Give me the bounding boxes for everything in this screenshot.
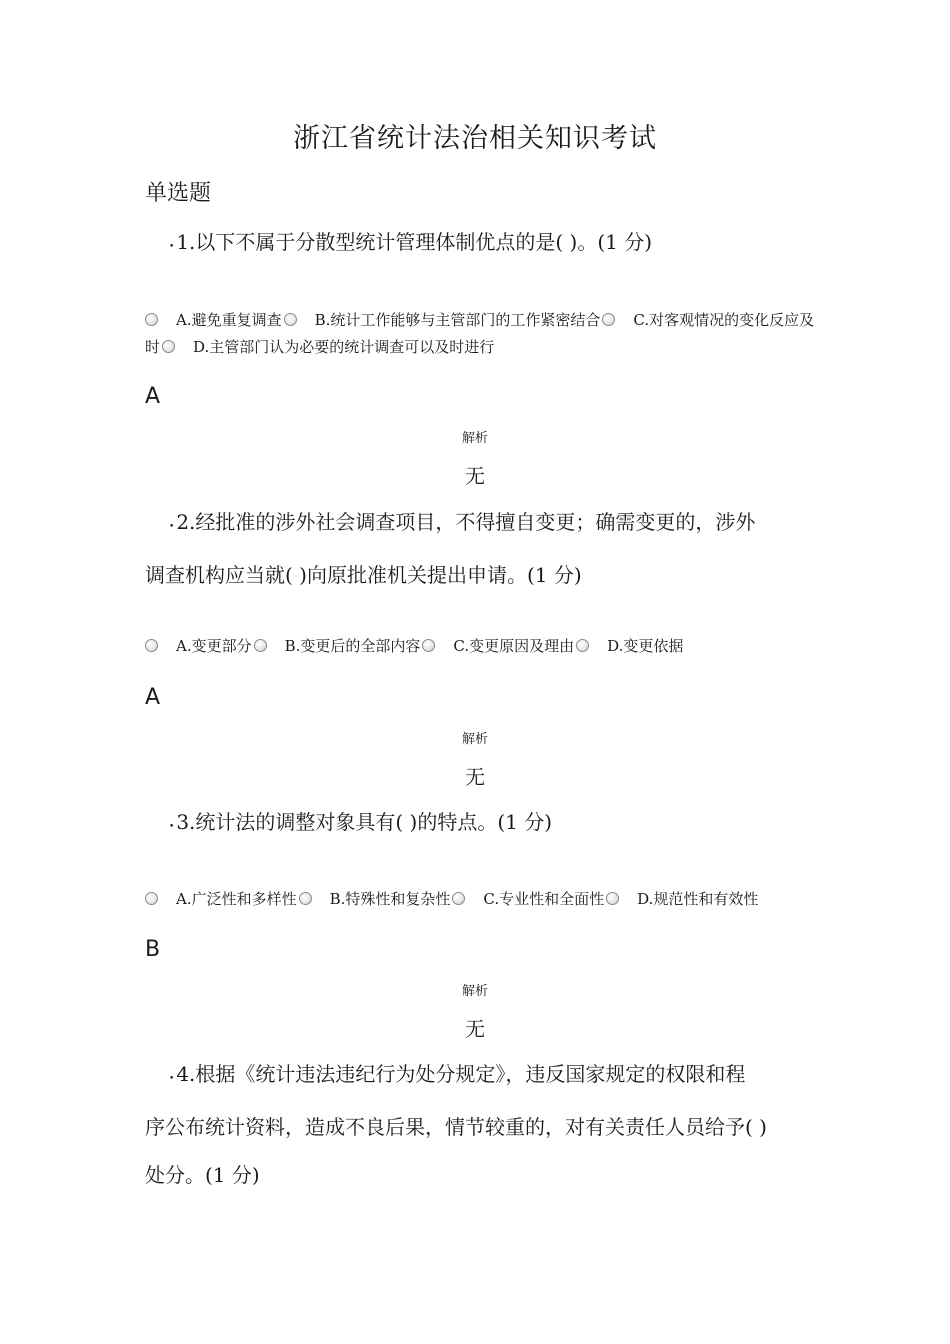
option-label: B.变更后的全部内容: [284, 637, 421, 655]
radio-button[interactable]: [576, 639, 589, 652]
option-label: C.专业性和全面性: [483, 890, 605, 908]
question-text: 2.经批准的涉外社会调查项目，不得擅自变更；确需变更的，涉外: [176, 510, 756, 534]
radio-button[interactable]: [284, 313, 297, 326]
question-text: 调查机构应当就( )向原批准机关提出申请。(1 分): [145, 563, 582, 587]
radio-button[interactable]: [422, 639, 435, 652]
explain-label: 解析: [461, 431, 488, 446]
question-text: 3.统计法的调整对象具有( )的特点。(1 分): [176, 810, 553, 834]
answer: A: [145, 685, 161, 710]
radio-button[interactable]: [145, 639, 158, 652]
page-title: 浙江省统计法治相关知识考试: [293, 123, 657, 154]
option-label: B.特殊性和复杂性: [329, 890, 451, 908]
radio-button[interactable]: [602, 313, 615, 326]
explain-text: 无: [465, 1017, 485, 1041]
explain-text: 无: [465, 765, 485, 789]
question-text: 处分。(1 分): [145, 1163, 260, 1187]
option-label: A.广泛性和多样性: [176, 890, 297, 908]
bullet-icon: •: [169, 242, 175, 252]
radio-button[interactable]: [299, 892, 312, 905]
question-3: [145, 798, 825, 851]
options-1: [145, 307, 815, 361]
section-heading: 单选题: [145, 181, 212, 206]
option-label: A.变更部分: [176, 637, 252, 655]
question-2: [145, 498, 825, 599]
radio-button[interactable]: [254, 639, 267, 652]
options-2: [145, 633, 815, 660]
answer: B: [145, 937, 161, 962]
options-3: [145, 886, 815, 913]
question-4: [145, 1050, 825, 1199]
explain-text: 无: [465, 464, 485, 488]
radio-button[interactable]: [162, 340, 175, 353]
answer: A: [145, 384, 161, 409]
radio-button[interactable]: [606, 892, 619, 905]
question-text: 序公布统计资料，造成不良后果，情节较重的，对有关责任人员给予( ): [145, 1115, 767, 1139]
explain-label: 解析: [461, 732, 488, 747]
option-label: D.规范性和有效性: [637, 890, 759, 908]
option-label: A.避免重复调查: [176, 311, 282, 329]
option-label: C.变更原因及理由: [453, 637, 575, 655]
radio-button[interactable]: [145, 892, 158, 905]
question-1: [145, 218, 825, 271]
radio-button[interactable]: [452, 892, 465, 905]
bullet-icon: •: [169, 1074, 175, 1084]
question-text: 1.以下不属于分散型统计管理体制优点的是( )。(1 分): [176, 230, 653, 254]
explain-label: 解析: [461, 984, 488, 999]
option-label: D.主管部门认为必要的统计调查可以及时进行: [193, 338, 495, 356]
option-label: D.变更依据: [607, 637, 684, 655]
bullet-icon: •: [169, 822, 175, 832]
bullet-icon: •: [169, 522, 175, 532]
option-label: C.对客观情况的变化反应及时: [145, 311, 815, 356]
radio-button[interactable]: [145, 313, 158, 326]
option-label: B.统计工作能够与主管部门的工作紧密结合: [314, 311, 601, 329]
question-text: 4.根据《统计违法违纪行为处分规定》，违反国家规定的权限和程: [176, 1062, 746, 1086]
